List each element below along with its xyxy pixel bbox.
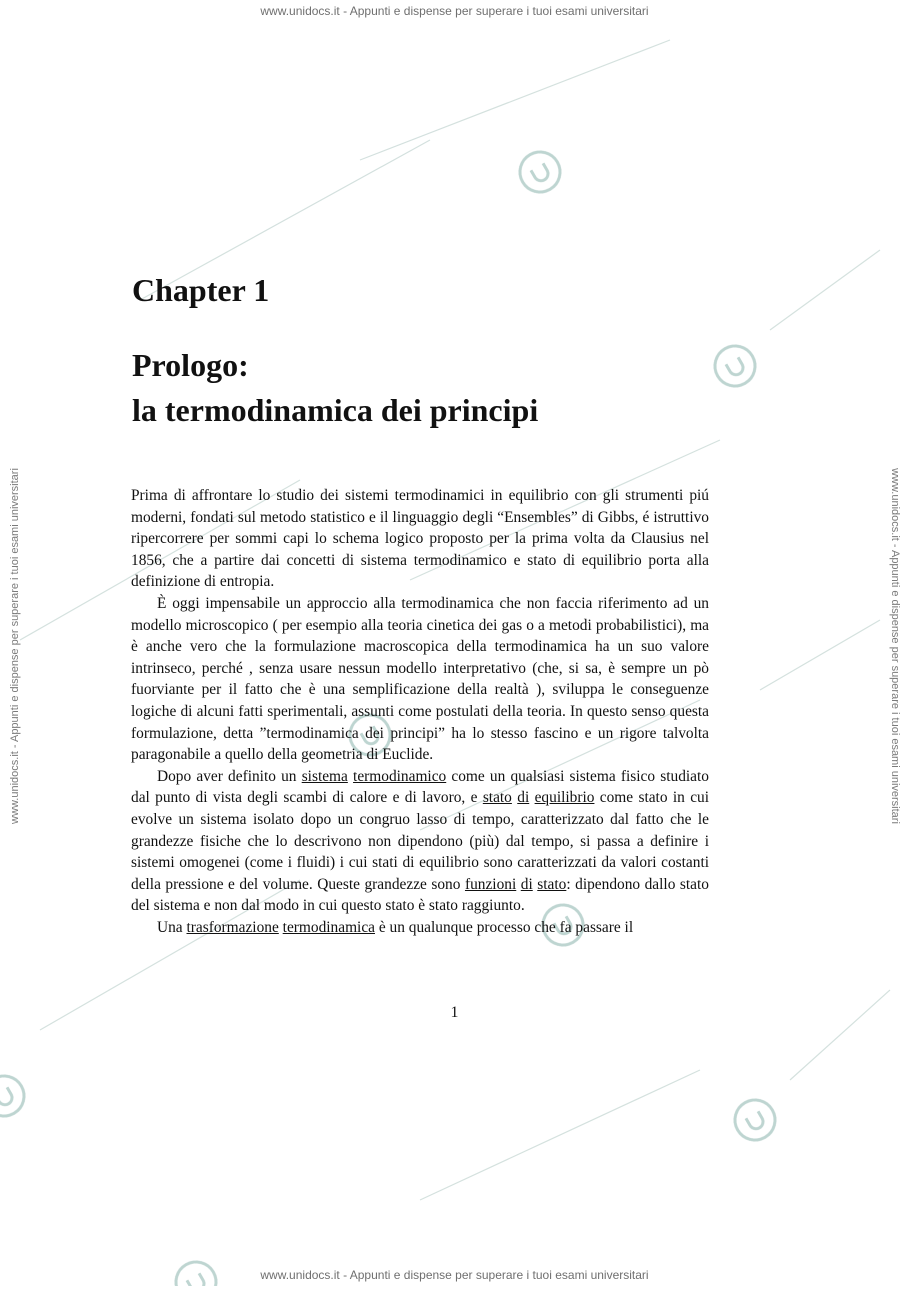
term-stato: stato: [537, 875, 567, 893]
chapter-title: [132, 343, 538, 433]
unidocs-logo-icon: [728, 1093, 783, 1148]
chapter-title-line-2: la termodinamica dei principi: [132, 392, 539, 428]
text-run: come un qualsiasi sistema fisico studiato dal punto di vista degli scambi di calore e di lavoro, e: [131, 767, 709, 807]
text-run: Dopo aver definito un: [157, 767, 302, 785]
text-run: come stato in cui evolve un sistema isolato dopo un congruo lasso di tempo, caratterizzato dal fatto che le grandezze fisiche che lo descrivono non dipendono (più) dal tempo, si passa a definire i sistemi omogenei (come i fluidi) i cui stati di equilibrio sono caratterizzati da valori costanti della pressione e del volume. Queste grandezze sono: [131, 789, 709, 893]
watermark-header: www.unidocs.it - Appunti e dispense per superare i tuoi esami universitari: [260, 4, 649, 18]
text-run: : dipendono dallo stato del sistema e non dal modo in cui questo stato è stato raggiunto.: [131, 875, 709, 915]
term-equilibrio: equilibrio: [534, 789, 595, 807]
term-funzioni: funzioni: [464, 875, 517, 893]
text-run: è un qualunque processo che fa passare il: [374, 918, 634, 936]
unidocs-logo-icon: [0, 1069, 31, 1124]
watermark-line: [360, 40, 670, 160]
watermark-side-right: www.unidocs.it - Appunti e dispense per superare i tuoi esami universitari: [889, 468, 901, 824]
watermark-line: [760, 620, 880, 690]
term-di: di: [517, 789, 530, 807]
watermark-line: [770, 250, 880, 330]
text-run: Una: [157, 918, 187, 936]
page-number: 1: [450, 1004, 459, 1021]
unidocs-logo-icon: [708, 339, 763, 394]
chapter-label: Chapter 1: [132, 272, 270, 308]
term-termodinamica: termodinamica: [282, 918, 375, 936]
term-trasformazione: trasformazione: [186, 918, 279, 936]
paragraph-4: [131, 917, 709, 939]
paragraph-2: È oggi impensabile un approccio alla termodinamica che non faccia riferimento ad un modello microscopico ( per esempio alla teoria cinetica dei gas o a metodi probabilistici), ma è anche vero che la formulazione macroscopica della termodinamica ha un suo valore intrinseco, perché , senza usare nessun modello interpretativo (che, si sa, è sempre un pò fuorviante per il fatto che è una semplificazione della realtà ), sviluppa le conseguenze logiche di alcuni fatti sperimentali, assunti come postulati della teoria. In questo senso questa formulazione, detta ”termodinamica dei principi” ha lo stesso fascino e un rigore talvolta paragonabile a quello della geometria di Euclide.: [131, 594, 709, 764]
term-termodinamico: termodinamico: [353, 767, 447, 785]
term-di: di: [520, 875, 533, 893]
watermark-side-left: www.unidocs.it - Appunti e dispense per superare i tuoi esami universitari: [9, 468, 21, 824]
paragraph-1: Prima di affrontare lo studio dei sistemi termodinamici in equilibrio con gli strumenti piú moderni, fondati sul metodo statistico e il linguaggio degli “Ensembles” di Gibbs, é istruttivo ripercorrere per sommi capi lo schema logico proposto per la prima volta da Clausius nel 1856, che a partire dai concetti di sistema termodinamico e stato di equilibrio porta alla definizione di entropia.: [131, 487, 709, 591]
term-stato: stato: [482, 789, 512, 807]
unidocs-logo-icon: [169, 1255, 224, 1286]
watermark-line: [420, 1070, 700, 1200]
term-sistema: sistema: [301, 767, 348, 785]
paragraph-3: [131, 766, 709, 917]
watermark-footer: www.unidocs.it - Appunti e dispense per superare i tuoi esami universitari: [260, 1268, 649, 1282]
body-text: [131, 485, 709, 938]
chapter-title-line-1: Prologo:: [132, 347, 249, 383]
unidocs-logo-icon: [513, 145, 568, 200]
